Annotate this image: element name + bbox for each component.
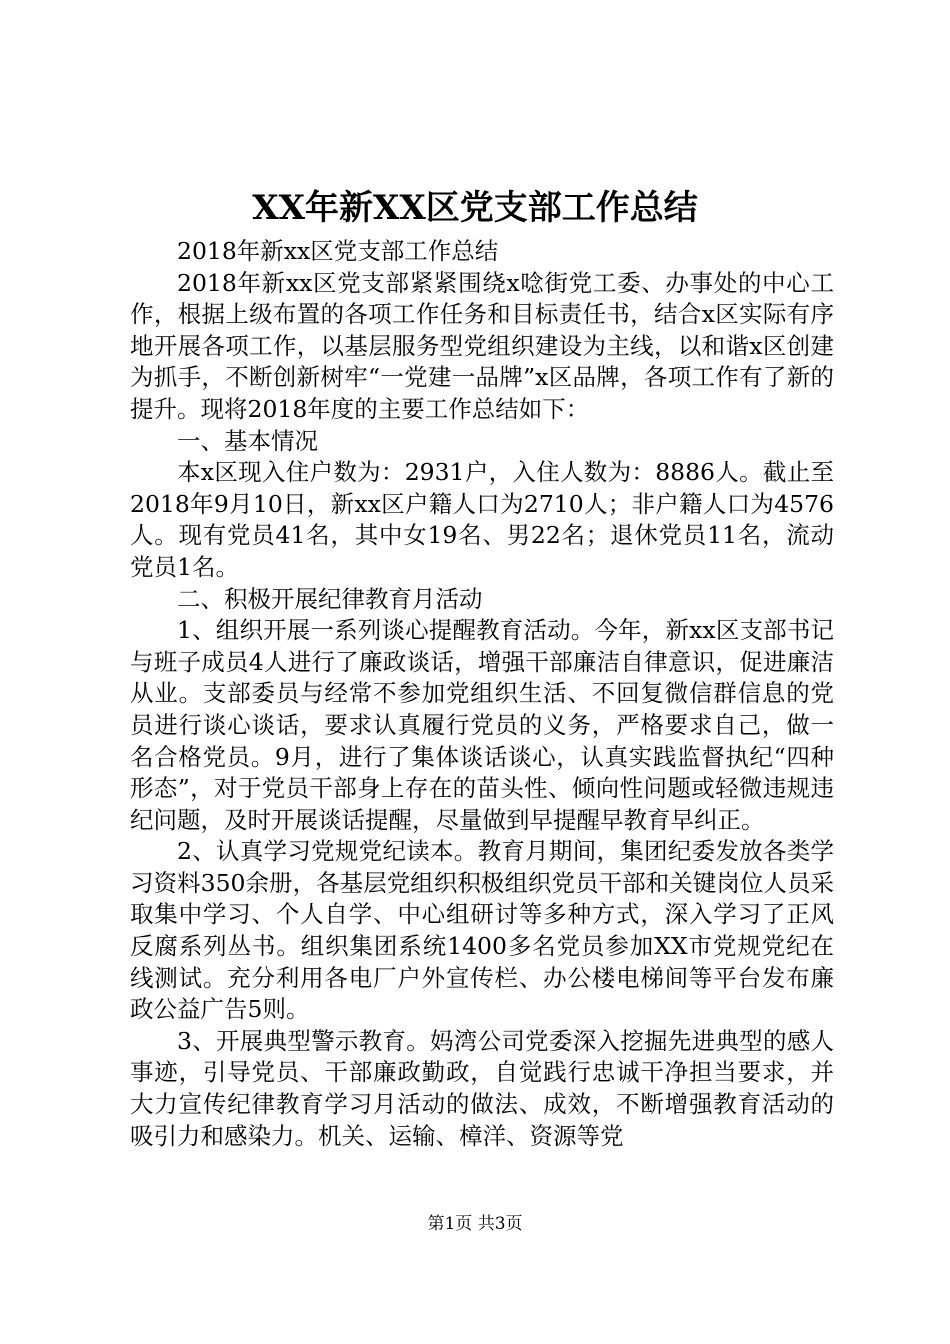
section-heading-discipline-month: 二、积极开展纪律教育月活动 [177, 584, 483, 613]
document-title: XX年新XX区党支部工作总结 [252, 188, 698, 228]
paragraph-subtitle: 2018年新xx区党支部工作总结 [177, 237, 499, 265]
paragraph-basic-situation: 本x区现入住户数为：2931户，入住人数为：8886人。截止至2018年9月10日，新xx区户籍人口为2710人；非户籍人口为4576人。现有党员41名，其中女19名、男22名；退休党员11名，流动党员1名。 [130, 458, 834, 581]
paragraph-item-2: 2、认真学习党规党纪读本。教育月期间，集团纪委发放各类学习资料350余册，各基层党组织积极组织党员干部和关键岗位人员采取集中学习、个人自学、中心组研讨等多种方式，深入学习了正风反腐系列丛书。组织集团系统1400多名党员参加XX市党规党纪在线测试。充分利用各电厂户外宣传栏、办公楼电梯间等平台发布廉政公益广告5则。 [130, 837, 834, 1024]
document-body [130, 236, 834, 1152]
paragraph-item-3: 3、开展典型警示教育。妈湾公司党委深入挖掘先进典型的感人事迹，引导党员、干部廉政勤政，自觉践行忠诚干净担当要求，并大力宣传纪律教育学习月活动的做法、成效，不断增强教育活动的吸引力和感染力。机关、运输、樟洋、资源等党 [130, 1026, 834, 1150]
paragraph-item-1: 1、组织开展一系列谈心提醒教育活动。今年，新xx区支部书记与班子成员4人进行了廉政谈话，增强干部廉洁自律意识，促进廉洁从业。支部委员与经常不参加党组织生活、不回复微信群信息的党员进行谈心谈话，要求认真履行党员的义务，严格要求自己，做一名合格党员。9月，进行了集体谈话谈心，认真实践监督执纪“四种形态”，对于党员干部身上存在的苗头性、倾向性问题或轻微违规违纪问题，及时开展谈话提醒，尽量做到早提醒早教育早纠正。 [130, 616, 834, 834]
paragraph-intro: 2018年新xx区党支部紧紧围绕x唸街党工委、办事处的中心工作，根据上级布置的各项工作任务和目标责任书，结合x区实际有序地开展各项工作，以基层服务型党组织建设为主线，以和谐x区创建为抓手，不断创新树牢“一党建一品牌”x区品牌，各项工作有了新的提升。现将2018年度的主要工作总结如下： [130, 268, 834, 423]
section-heading-basic-situation: 一、基本情况 [177, 426, 318, 455]
page-footer: 第1页 共3页 [427, 1214, 523, 1234]
